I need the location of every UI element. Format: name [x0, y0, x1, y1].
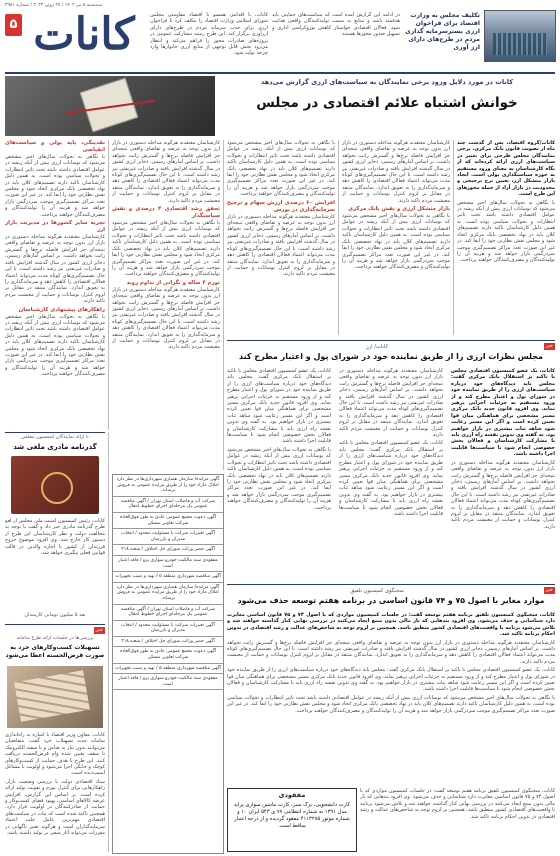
ad-row-10[interactable]: آگهی تغییرات شرکت با مسئولیت محدود / انتخاب مدیران و بازرسان [113, 621, 223, 637]
loans-title[interactable]: تسهیلات کسب‌وکارهای خرد به صورت قرض‌الحسنه اعطا می‌شود [5, 644, 105, 659]
masthead [0, 0, 560, 82]
page-number: ۵ [5, 14, 22, 36]
lead-subhead-5: نقدینگی، پایه پولی و سیاست‌های انقباضی [5, 140, 105, 153]
lead-col4-text-b: با نگاهی به تحولات سال‌های اخیر مشخص می‌شود که نوسانات ارزی بیش از آنکه ریشه در عوامل اقتصادی داشته باشد تحت تاثیر انتظارات و تحولات سیاسی بوده است. به همین دلیل کارشناسان تاکید دارند تصمیم‌های کلان باید در نهاد تخصصی بانک مرکزی اتخاذ شود و مجلس نقش نظارتی خود را ایفا کند. در غیر این صورت تعدد مراکز تصمیم‌گیری موجب سردرگمی بازار خواهد شد و هزینه آن را تولیدکنندگان و مصرف‌کنندگان خواهند پرداخت. [112, 220, 220, 278]
ads-column [112, 474, 224, 854]
lead-col3-text-b: کارشناسان معتقدند هرگونه مداخله دستوری در بازار ارز بدون توجه به عرضه و تقاضای واقعی نتیجه‌ای جز افزایش فاصله نرخ‌ها و گسترش رانت نخواهد داشت. بر اساس آمارهای رسمی، ذخایر ارزی کشور در سال گذشته افزایش یافته و صادرات غیرنفتی نیز رشد داشته است. با این حال تصمیم‌گیری‌های کوتاه مدت می‌تواند اعتماد فعالان اقتصادی را کاهش دهد و سرمایه‌گذاری را به تعویق اندازد. نمایندگان منتقد در مقابل بر لزوم کنترل نوسانات و حمایت از معیشت مردم تاکید دارند. [227, 213, 335, 278]
lost-notice-title: مفقودی [278, 791, 306, 799]
ad-row-5[interactable]: آگهی حصر وراثت شورای حل اختلاف / شعبه ۲۱۸ [113, 545, 223, 556]
lead-column-2 [342, 140, 450, 335]
lead-intro: کانات/گروه اقتصاد، پس از گذشت چند ماه از تصویب قانون بانک مرکزی، برخی نمایندگان مجلس طرحی برای تغییر در سیاست‌های ارزی ارائه کرده‌اند که از نگاه کارشناسان به معنای ورود مستقیم به حوزه سیاستگذاری پولی است. ایجاد بازار متشکل ارز، تعیین نرخ ترجیحی و محدودیت در بازار آزاد از جمله محورهای این طرح است. [457, 140, 555, 198]
currency-col2-text-b: کانات، یک عضو کمیسیون اقتصادی مجلس با تاکید بر استقلال بانک مرکزی گفت: مجلس باید دیدگاه‌های خود درباره سیاست‌های ارزی را از طریق نماینده خود در شورای پول و اعتبار مطرح کند و از ورود مستقیم به جزئیات اجرایی پرهیز نماید. وی افزود قانون جدید بانک مرکزی مسیر مشخصی برای هماهنگی میان قوا تعیین کرده است و اگر این مسیر رعایت شود شاهد ثبات بیشتری در بازار خواهیم بود. به گفته وی تدوین نقشه راه ارزی باید با مشارکت کارشناسان و فعالان بخش خصوصی انجام شود تا سیاست‌ها قابلیت اجرا داشته باشد. [339, 440, 443, 517]
left-lower-column [5, 432, 105, 852]
currency-col3-text-b: با نگاهی به تحولات سال‌های اخیر مشخص می‌شود که نوسانات ارزی بیش از آنکه ریشه در عوامل اقتصادی داشته باشد تحت تاثیر انتظارات و تحولات سیاسی بوده است. به همین دلیل کارشناسان تاکید دارند تصمیم‌های کلان باید در نهاد تخصصی بانک مرکزی اتخاذ شود و مجلس نقش نظارتی خود را ایفا کند. در غیر این صورت تعدد مراکز تصمیم‌گیری موجب سردرگمی بازار خواهد شد و هزینه آن را تولیدکنندگان و مصرف‌کنندگان خواهند پرداخت. [227, 446, 331, 511]
budget-kicker: سخنگوی کمیسیون تلفیق [350, 588, 404, 594]
passport-photo [11, 456, 99, 514]
passport-text: کانات، رئیس کمیسیون امنیت ملی مجلس از لغو طرح گذرنامه مادری خبر داد و گفت با توجه به مخالفت دولت و نظر کارشناسان این طرح از دستور کار خارج شد. وی افزود موضوع خروج فرزندان از کشور با اجازه والدین در قالب قوانین فعلی پیگیری خواهد شد. [5, 518, 105, 557]
currency-col2-text: کارشناسان معتقدند هرگونه مداخله دستوری در بازار ارز بدون توجه به عرضه و تقاضای واقعی نتیجه‌ای جز افزایش فاصله نرخ‌ها و گسترش رانت نخواهد داشت. بر اساس آمارهای رسمی، ذخایر ارزی کشور در سال گذشته افزایش یافته و صادرات غیرنفتی نیز رشد داشته است. با این حال تصمیم‌گیری‌های کوتاه مدت می‌تواند اعتماد فعالان اقتصادی را کاهش دهد و سرمایه‌گذاری را به تعویق اندازد. نمایندگان منتقد در مقابل بر لزوم کنترل نوسانات و حمایت از معیشت مردم تاکید دارند. [339, 368, 443, 439]
lead-column-1 [457, 140, 555, 335]
currency-article [227, 340, 555, 580]
budget-article [227, 584, 555, 784]
lead-col5-text-b: کارشناسان معتقدند هرگونه مداخله دستوری در بازار ارز بدون توجه به عرضه و تقاضای واقعی نتیجه‌ای جز افزایش فاصله نرخ‌ها و گسترش رانت نخواهد داشت. بر اساس آمارهای رسمی، ذخایر ارزی کشور در سال گذشته افزایش یافته و صادرات غیرنفتی نیز رشد داشته است. با این حال تصمیم‌گیری‌های کوتاه مدت می‌تواند اعتماد فعالان اقتصادی را کاهش دهد و سرمایه‌گذاری را به تعویق اندازد. نمایندگان منتقد در مقابل بر لزوم کنترل نوسانات و حمایت از معیشت مردم تاکید دارند. [5, 234, 105, 305]
loans-text-a: کانات، معاون وزیر اقتصاد با اشاره به راه‌اندازی سامانه جدید تسهیلات خرد گفت: متقاضیان می‌توانند بدون نیاز به ضامن و با سفته الکترونیک تا سقف تعیین شده وام قرض‌الحسنه دریافت کنند. این طرح با هدف حمایت از کسب‌وکارهای کوچک و خانگی اجرا می‌شود و اولویت با مشاغل آسیب‌دیده است. [5, 732, 105, 777]
banknotes-photo [7, 666, 103, 728]
lead-col5-text-c: با نگاهی به تحولات سال‌های اخیر مشخص می‌شود که نوسانات ارزی بیش از آنکه ریشه در عوامل اقتصادی داشته باشد تحت تاثیر انتظارات و تحولات سیاسی بوده است. به همین دلیل کارشناسان تاکید دارند تصمیم‌های کلان باید در نهاد تخصصی بانک مرکزی اتخاذ شود و مجلس نقش نظارتی خود را ایفا کند. در غیر این صورت تعدد مراکز تصمیم‌گیری موجب سردرگمی بازار خواهد شد و هزینه آن را تولیدکنندگان و مصرف‌کنندگان خواهند پرداخت. [5, 313, 105, 378]
lead-col4-text-a: کارشناسان معتقدند هرگونه مداخله دستوری در بازار ارز بدون توجه به عرضه و تقاضای واقعی نتیجه‌ای جز افزایش فاصله نرخ‌ها و گسترش رانت نخواهد داشت. بر اساس آمارهای رسمی، ذخایر ارزی کشور در سال گذشته افزایش یافته و صادرات غیرنفتی نیز رشد داشته است. با این حال تصمیم‌گیری‌های کوتاه مدت می‌تواند اعتماد فعالان اقتصادی را کاهش دهد و سرمایه‌گذاری را به تعویق اندازد. نمایندگان منتقد در مقابل بر لزوم کنترل نوسانات و حمایت از معیشت مردم تاکید دارند. [112, 140, 220, 204]
lead-col4-text-c: کارشناسان معتقدند هرگونه مداخله دستوری در بازار ارز بدون توجه به عرضه و تقاضای واقعی نتیجه‌ای جز افزایش فاصله نرخ‌ها و گسترش رانت نخواهد داشت. بر اساس آمارهای رسمی، ذخایر ارزی کشور در سال گذشته افزایش یافته و صادرات غیرنفتی نیز رشد داشته است. با این حال تصمیم‌گیری‌های کوتاه مدت می‌تواند اعتماد فعالان اقتصادی را کاهش دهد و سرمایه‌گذاری را به تعویق اندازد. نمایندگان منتقد در مقابل بر لزوم کنترل نوسانات و حمایت از معیشت مردم تاکید دارند. [112, 286, 220, 351]
currency-col-3 [227, 368, 331, 576]
passport-kicker: با ارائه نمایندگان کمیسیون مجلس [21, 435, 89, 440]
ad-row-12[interactable]: آگهی دعوت مجمع عمومی عادی به طور فوق‌العاده شرکت تعاونی مسکن [113, 647, 223, 663]
currency-col1-text-b: کارشناسان معتقدند هرگونه مداخله دستوری در بازار ارز بدون توجه به عرضه و تقاضای واقعی نتیجه‌ای جز افزایش فاصله نرخ‌ها و گسترش رانت نخواهد داشت. بر اساس آمارهای رسمی، ذخایر ارزی کشور در سال گذشته افزایش یافته و صادرات غیرنفتی نیز رشد داشته است. با این حال تصمیم‌گیری‌های کوتاه مدت می‌تواند اعتماد فعالان اقتصادی را کاهش دهد و سرمایه‌گذاری را به تعویق اندازد. نمایندگان منتقد در مقابل بر لزوم کنترل نوسانات و حمایت از معیشت مردم تاکید دارند. [451, 459, 555, 530]
currency-title[interactable]: مجلس نظرات ارزی را از طریق نماینده خود در شورای پول و اعتبار مطرح کند [239, 352, 543, 361]
loans-kicker: بررسی‌ها در جلسات ارائه طرح سامانه [16, 636, 94, 641]
lead-subhead-7: راهکارهای پیشنهادی کارشناسان [18, 306, 105, 313]
emblem-icon [41, 472, 73, 504]
masthead-text-mid: در ادامه این گزارش آمده است که سیاست‌های حمایتی باید هدفمند باشد و منابع به سمت تولیدکنندگان واقعی هدایت شود. فعالان اقتصادی خواستار کاهش بوروکراسی اداری و تسهیل صدور مجوزها هستند. [272, 12, 400, 38]
lead-column-4 [112, 140, 220, 470]
currency-kicker: کانات/ ارز [366, 344, 388, 350]
lost-notice-text: کارت دانشجویی، برگ سبز، کارت ماشین سواری پراید مدل ۱۳۹۱ به شماره انتظامی ۷۷ ی ۵۴۳ ایران ۱۰ و شماره موتور ۴۱۱۳۲۸۵ مفقود گردیده و از درجه اعتبار ساقط است. [233, 802, 351, 829]
logo[interactable]: کانات [33, 9, 135, 60]
budget-text-a: کانات، سخنگوی کمیسیون تلفیق برنامه هفتم توسعه گفت: در جلسات کمیسیون مواردی که با اصول ۷۴ و ۷۵ قانون اساسی مغایرت دارد شناسایی و حذف می‌شود. وی افزود بندهایی که بار مالی بدون منبع ایجاد می‌کنند در بررسی نهایی کنار گذاشته خواهند شد و تلاش می‌شود برنامه با واقعیت‌های اقتصادی کشور منطبق باشد. همچنین بر لزوم توجه به شاخص‌های عدالت و رشد اقتصادی در تدوین احکام برنامه تاکید شد. [227, 612, 555, 638]
budget-tag: خبر [545, 587, 553, 593]
lead-subhead-2: افزایش ۶۰ درصدی ارزش سهام و ترجیح سرمایه‌گذاری در بورس [227, 199, 335, 213]
budget-continued-text: کانات، سخنگوی کمیسیون تلفیق برنامه هفتم توسعه گفت: در جلسات کمیسیون مواردی که با اصول ۷۴ و ۷۵ قانون اساسی مغایرت دارد شناسایی و حذف می‌شود. وی افزود بندهایی که بار مالی بدون منبع ایجاد می‌کنند در بررسی نهایی کنار گذاشته خواهند شد و تلاش می‌شود برنامه با واقعیت‌های اقتصادی کشور منطبق باشد. همچنین بر لزوم توجه به شاخص‌های عدالت و رشد اقتصادی در تدوین احکام برنامه تاکید شد. [360, 788, 555, 820]
budget-text-b: کارشناسان معتقدند هرگونه مداخله دستوری در بازار ارز بدون توجه به عرضه و تقاضای واقعی نتیجه‌ای جز افزایش فاصله نرخ‌ها و گسترش رانت نخواهد داشت. بر اساس آمارهای رسمی، ذخایر ارزی کشور در سال گذشته افزایش یافته و صادرات غیرنفتی نیز رشد داشته است. با این حال تصمیم‌گیری‌های کوتاه مدت می‌تواند اعتماد فعالان اقتصادی را کاهش دهد و سرمایه‌گذاری را به تعویق اندازد. نمایندگان منتقد در مقابل بر لزوم کنترل نوسانات و حمایت از معیشت مردم تاکید دارند. [227, 639, 555, 665]
passport-caption: نقد ۵ میلیون تومانی کارمندان [24, 612, 86, 618]
masthead-text-left: کانات، با اقدامی همسو با اقتصاد مقاومتی مجلس شورای اسلامی وزارت اقتصاد را مکلف کرد تا فراخوان ارزی برای جذب سرمایه مردم در طرح‌های دارای ارزآوری برگزار کند. این طرح زمینه مشارکت عمومی در پروژه‌های صادرات محور را فراهم می‌کند و انتظار می‌رود بخش قابل توجهی از منابع ارزی خانوارها وارد چرخه تولید شود. [150, 12, 268, 57]
lead-col1-text: با نگاهی به تحولات سال‌های اخیر مشخص می‌شود که نوسانات ارزی بیش از آنکه ریشه در عوامل اقتصادی داشته باشد تحت تاثیر انتظارات و تحولات سیاسی بوده است. به همین دلیل کارشناسان تاکید دارند تصمیم‌های کلان باید در نهاد تخصصی بانک مرکزی اتخاذ شود و مجلس نقش نظارتی خود را ایفا کند. در غیر این صورت تعدد مراکز تصمیم‌گیری موجب سردرگمی بازار خواهد شد و هزینه آن را تولیدکنندگان و مصرف‌کنندگان خواهند پرداخت. [457, 199, 555, 264]
lead-title[interactable]: خوانش اشتباه علائم اقتصادی در مجلس [256, 95, 518, 111]
loans-tag: خبر [95, 627, 103, 633]
ad-row-3[interactable]: آگهی دعوت مجمع عمومی عادی به طور فوق‌العاده شرکت تعاونی مسکن [113, 513, 223, 529]
teaser-title[interactable]: تکلیف مجلس به وزارت اقتصاد برای فراخوان ارزی بسترسرمایه گذاری مردم در طرح‌های دارای ارز آوری [405, 12, 480, 51]
currency-tag: خبر [545, 343, 553, 349]
ad-row-4[interactable]: آگهی تغییرات شرکت با مسئولیت محدود / انتخاب مدیران و بازرسان [113, 529, 223, 545]
ad-row-6[interactable]: مفقودی سند مالکیت خودرو سواری پژو / فاقد اعتبار است [113, 556, 223, 572]
lead-subhead-4: تورم ۴ ساله و نگرانی از تداوم روند [126, 279, 220, 286]
lead-col3-text-a: با نگاهی به تحولات سال‌های اخیر مشخص می‌شود که نوسانات ارزی بیش از آنکه ریشه در عوامل اقتصادی داشته باشد تحت تاثیر انتظارات و تحولات سیاسی بوده است. به همین دلیل کارشناسان تاکید دارند تصمیم‌های کلان باید در نهاد تخصصی بانک مرکزی اتخاذ شود و مجلس نقش نظارتی خود را ایفا کند. در غیر این صورت تعدد مراکز تصمیم‌گیری موجب سردرگمی بازار خواهد شد و هزینه آن را تولیدکنندگان و مصرف‌کنندگان خواهند پرداخت. [227, 140, 335, 198]
currency-col1-text: کانات، یک عضو کمیسیون اقتصادی مجلس با تاکید بر استقلال بانک مرکزی گفت: مجلس باید دیدگاه‌های خود درباره سیاست‌های ارزی را از طریق نماینده خود در شورای پول و اعتبار مطرح کند و از ورود مستقیم به جزئیات اجرایی پرهیز نماید. وی افزود قانون جدید بانک مرکزی مسیر مشخصی برای هماهنگی میان قوا تعیین کرده است و اگر این مسیر رعایت شود شاهد ثبات بیشتری در بازار خواهیم بود. به گفته وی تدوین نقشه راه ارزی باید با مشارکت کارشناسان و فعالان بخش خصوصی انجام شود تا سیاست‌ها قابلیت اجرا داشته باشد. [451, 368, 555, 458]
ad-row-9[interactable]: شرکت آب و فاضلاب استان تهران / آگهی مناقصه عمومی یک مرحله‌ای اجرای خطوط انتقال [113, 605, 223, 621]
lead-col2-text-a: کارشناسان معتقدند هرگونه مداخله دستوری در بازار ارز بدون توجه به عرضه و تقاضای واقعی نتیجه‌ای جز افزایش فاصله نرخ‌ها و گسترش رانت نخواهد داشت. بر اساس آمارهای رسمی، ذخایر ارزی کشور در سال گذشته افزایش یافته و صادرات غیرنفتی نیز رشد داشته است. با این حال تصمیم‌گیری‌های کوتاه مدت می‌تواند اعتماد فعالان اقتصادی را کاهش دهد و سرمایه‌گذاری را به تعویق اندازد. نمایندگان منتقد در مقابل بر لزوم کنترل نوسانات و حمایت از معیشت مردم تاکید دارند. [342, 140, 450, 204]
loans-text [5, 732, 105, 850]
ad-row-2[interactable]: شرکت آب و فاضلاب استان تهران / آگهی مناقصه عمومی یک مرحله‌ای اجرای خطوط انتقال [113, 497, 223, 513]
ad-row-8[interactable]: آگهی مزایده/ سازمان همیاری شهرداری‌ها در نظر دارد املاک مازاد خود را از طریق مزایده عمومی به فروش برساند. [113, 583, 223, 605]
budget-continued [360, 788, 555, 850]
budget-title[interactable]: موارد مغایر با اصول ۷۵ و ۷۴ قانون اساسی در برنامه هفتم توسعه حذف می‌شود [237, 596, 545, 605]
parliament-photo [484, 10, 556, 62]
ad-row-11[interactable]: آگهی حصر وراثت شورای حل اختلاف / شعبه ۲۱۸ [113, 637, 223, 648]
issue-line: سه‌شنبه ۵ تیر ۱۴۰۲ / ۲۷ ژوئن ۲۰۲۳ / شماره ۳۹۸۱ [5, 3, 103, 8]
lead-kicker: کانات در مورد دلایل ورود برخی نمایندگان به سیاست‌های ارزی گزارش می‌دهد [260, 78, 514, 86]
currency-col-1 [451, 368, 555, 576]
lead-col5-text-a: با نگاهی به تحولات سال‌های اخیر مشخص می‌شود که نوسانات ارزی بیش از آنکه ریشه در عوامل اقتصادی داشته باشد تحت تاثیر انتظارات و تحولات سیاسی بوده است. به همین دلیل کارشناسان تاکید دارند تصمیم‌های کلان باید در نهاد تخصصی بانک مرکزی اتخاذ شود و مجلس نقش نظارتی خود را ایفا کند. در غیر این صورت تعدد مراکز تصمیم‌گیری موجب سردرگمی بازار خواهد شد و هزینه آن را تولیدکنندگان و مصرف‌کنندگان خواهند پرداخت. [5, 154, 105, 218]
budget-text [227, 612, 555, 782]
lead-photo [5, 76, 215, 136]
ad-row-14[interactable]: مفقودی سند مالکیت خودرو سواری پژو / فاقد اعتبار است [113, 674, 223, 690]
lead-column-5 [5, 140, 105, 430]
budget-text-c: کانات، یک عضو کمیسیون اقتصادی مجلس با تاکید بر استقلال بانک مرکزی گفت: مجلس باید دیدگاه‌های خود درباره سیاست‌های ارزی را از طریق نماینده خود در شورای پول و اعتبار مطرح کند و از ورود مستقیم به جزئیات اجرایی پرهیز نماید. وی افزود قانون جدید بانک مرکزی مسیر مشخصی برای هماهنگی میان قوا تعیین کرده است و اگر این مسیر رعایت شود شاهد ثبات بیشتری در بازار خواهیم بود. به گفته وی تدوین نقشه راه ارزی باید با مشارکت کارشناسان و فعالان بخش خصوصی انجام شود تا سیاست‌ها قابلیت اجرا داشته باشد. [227, 667, 555, 693]
ad-row-13[interactable]: آگهی مناقصه شهرداری منطقه ۵ / تهیه و نصب تجهیزات [113, 664, 223, 675]
budget-text-d: با نگاهی به تحولات سال‌های اخیر مشخص می‌شود که نوسانات ارزی بیش از آنکه ریشه در عوامل اقتصادی داشته باشد تحت تاثیر انتظارات و تحولات سیاسی بوده است. به همین دلیل کارشناسان تاکید دارند تصمیم‌های کلان باید در نهاد تخصصی بانک مرکزی اتخاذ شود و مجلس نقش نظارتی خود را ایفا کند. در غیر این صورت تعدد مراکز تصمیم‌گیری موجب سردرگمی بازار خواهد شد و هزینه آن را تولیدکنندگان و مصرف‌کنندگان خواهند پرداخت. [227, 694, 555, 714]
lead-subhead-3: تحقق رشد اقتصادی ۴ درصدی و نقش سیاستگذار [112, 206, 220, 220]
currency-col-2 [339, 368, 443, 576]
lead-header [5, 76, 555, 136]
lead-col2-text-b: با نگاهی به تحولات سال‌های اخیر مشخص می‌شود که نوسانات ارزی بیش از آنکه ریشه در عوامل اقتصادی داشته باشد تحت تاثیر انتظارات و تحولات سیاسی بوده است. به همین دلیل کارشناسان تاکید دارند تصمیم‌های کلان باید در نهاد تخصصی بانک مرکزی اتخاذ شود و مجلس نقش نظارتی خود را ایفا کند. در غیر این صورت تعدد مراکز تصمیم‌گیری موجب سردرگمی بازار خواهد شد و هزینه آن را تولیدکنندگان و مصرف‌کنندگان خواهند پرداخت. [342, 213, 450, 271]
lead-subhead-6: تجربه سایر کشورها در مدیریت بازار ارز [5, 220, 105, 234]
ad-row-1[interactable]: آگهی مزایده/ سازمان همیاری شهرداری‌ها در نظر دارد املاک مازاد خود را از طریق مزایده عمومی به فروش برساند. [113, 475, 223, 497]
loans-text-b: ستاد اقتصادی دولت با بررسی وضعیت بازار، راهکارهایی برای کنترل تورم و تقویت تولید ارائه کرده است. بر اساس این گزارش، افزایش عرضه کالاهای اساسی، بهبود فضای کسب‌وکار و حمایت از صادرکنندگان در اولویت قرار دارد. همچنین تاکید شده است که ثبات در سیاست‌های اقتصادی مهم‌ترین عامل جلب اعتماد سرمایه‌گذاران است و هرگونه تغییر ناگهانی در مقررات می‌تواند آثار منفی بر تولید داشته باشد. [5, 778, 105, 837]
currency-col3-text: کانات، یک عضو کمیسیون اقتصادی مجلس با تاکید بر استقلال بانک مرکزی گفت: مجلس باید دیدگاه‌های خود درباره سیاست‌های ارزی را از طریق نماینده خود در شورای پول و اعتبار مطرح کند و از ورود مستقیم به جزئیات اجرایی پرهیز نماید. وی افزود قانون جدید بانک مرکزی مسیر مشخصی برای هماهنگی میان قوا تعیین کرده است و اگر این مسیر رعایت شود شاهد ثبات بیشتری در بازار خواهیم بود. به گفته وی تدوین نقشه راه ارزی باید با مشارکت کارشناسان و فعالان بخش خصوصی انجام شود تا سیاست‌ها قابلیت اجرا داشته باشد. [227, 368, 331, 445]
lost-notice [227, 788, 357, 852]
ad-row-7[interactable]: آگهی مناقصه شهرداری منطقه ۵ / تهیه و نصب تجهیزات [113, 572, 223, 583]
passport-title[interactable]: گذرنامه مادری ملغی شد [13, 443, 97, 451]
lead-column-3 [227, 140, 335, 335]
lead-subhead-1: بازار متشکل ارزی و نقش بانک مرکزی [348, 206, 450, 213]
